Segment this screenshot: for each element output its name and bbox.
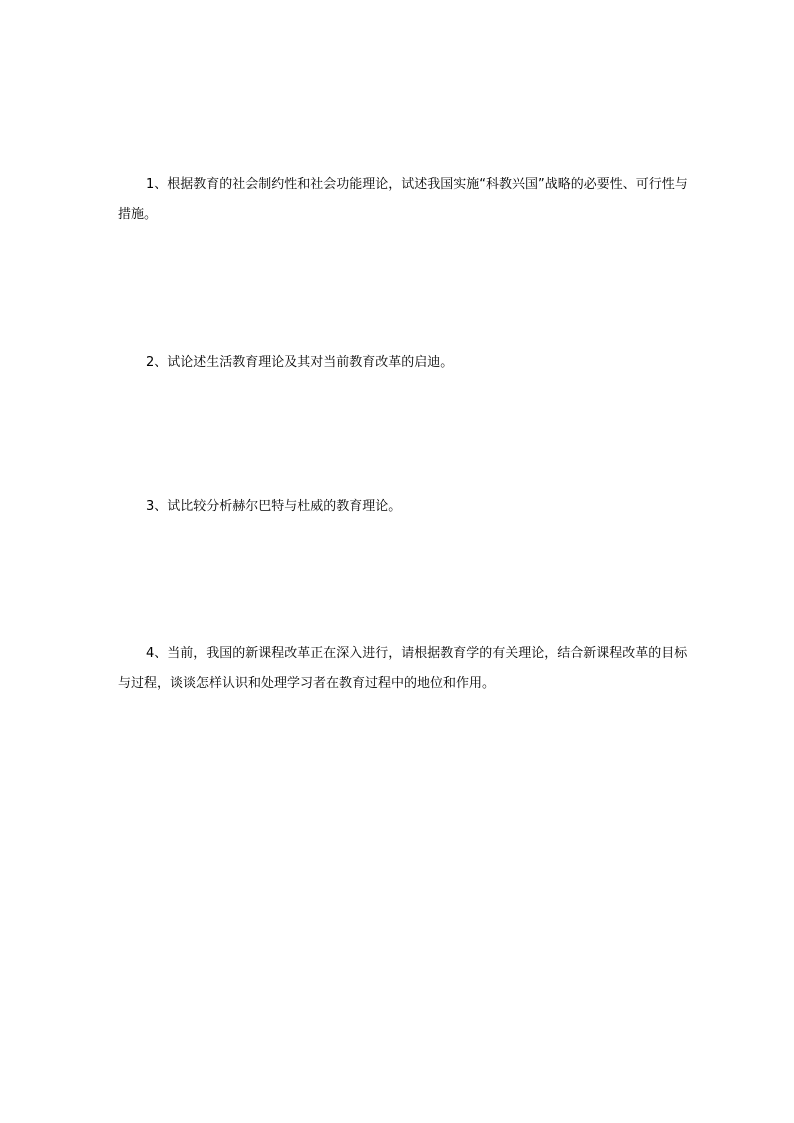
question-1: 1、根据教育的社会制约性和社会功能理论，试述我国实施“科教兴国”战略的必要性、可行性与措施。 xyxy=(118,177,688,222)
question-2: 2、试论述生活教育理论及其对当前教育改革的启迪。 xyxy=(146,355,454,370)
question-4: 4、当前，我国的新课程改革正在深入进行，请根据教育学的有关理论，结合新课程改革的目标与过程，谈谈怎样认识和处理学习者在教育过程中的地位和作用。 xyxy=(118,646,688,691)
question-3: 3、试比较分析赫尔巴特与杜威的教育理论。 xyxy=(146,499,402,514)
